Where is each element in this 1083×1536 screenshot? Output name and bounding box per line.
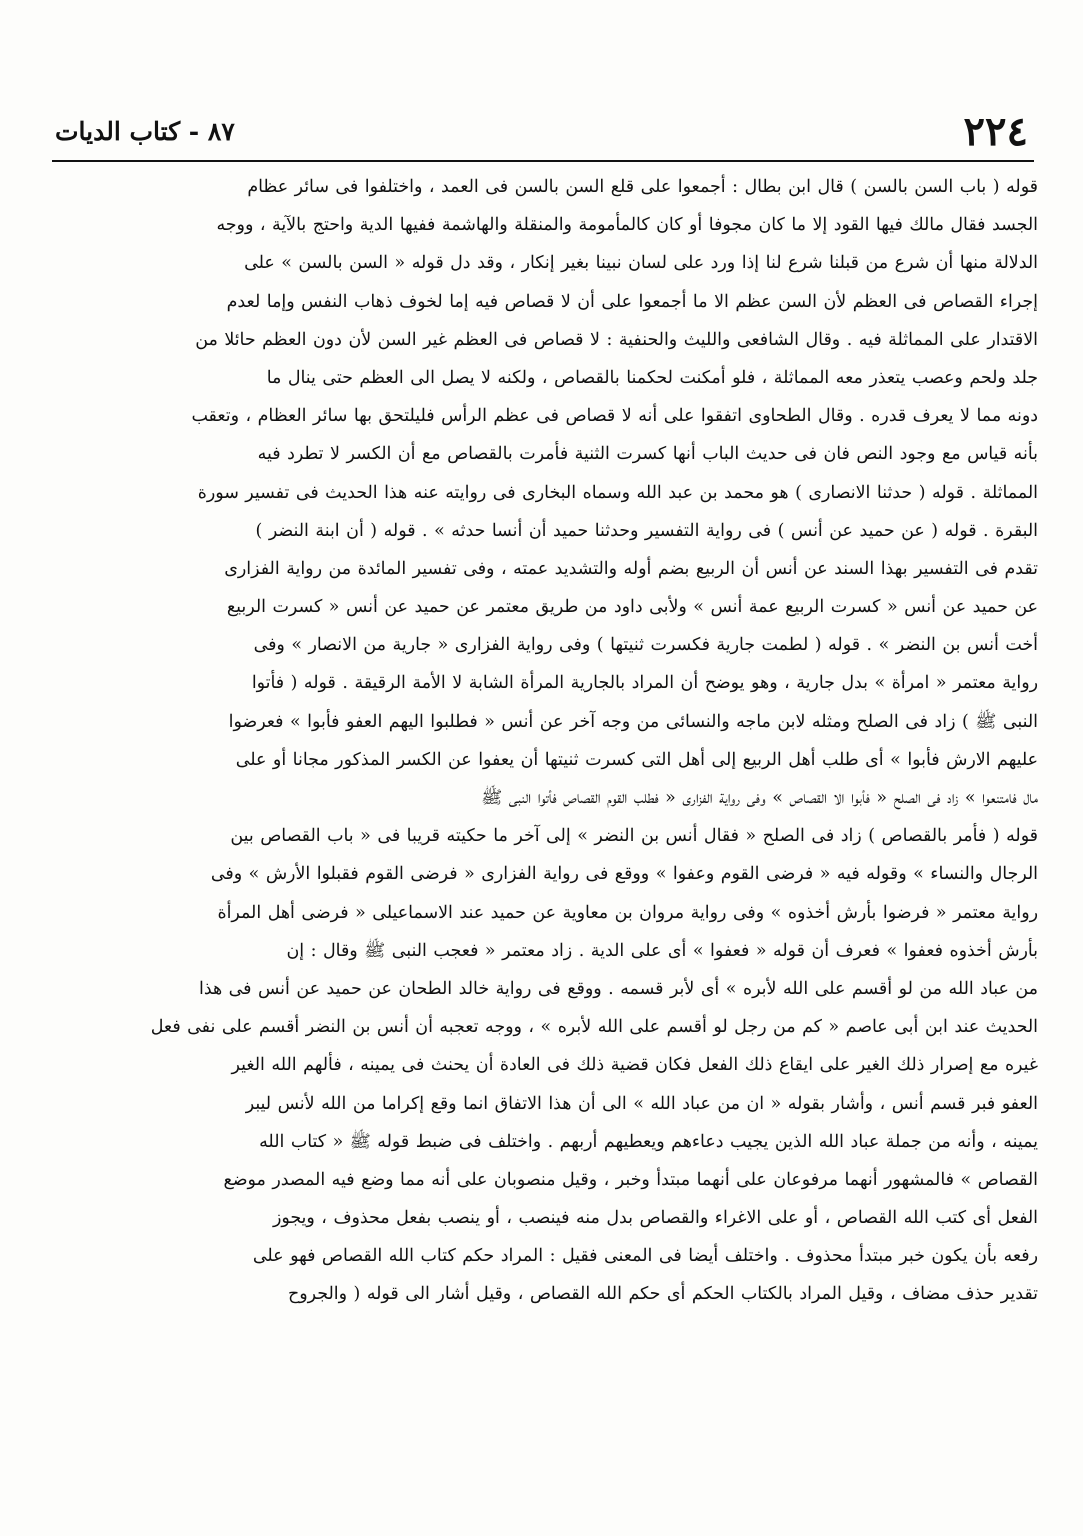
text-line: قوله ( باب السن بالسن ) قال ابن بطال : أجمعوا على قلع السن بالسن فى العمد ، واختلفوا فى سائر عظام	[247, 177, 1038, 197]
text-line: القصاص » فالمشهور أنهما مرفوعان على أنهما مبتدأ وخبر ، وقيل منصوبان على أنه مما وضع فيه المصدر موضع	[223, 1169, 1038, 1190]
text-line: تقدم فى التفسير بهذا السند عن أنس أن الربيع بضم أوله والتشديد عمته ، وفى تفسير المائدة من رواية الفزارى	[224, 558, 1038, 579]
text-line: الدلالة منها أن شرع من قبلنا شرع لنا إذا ورد على لسان نبينا بغير إنكار ، وقد دل قوله « السن بالسن » على	[244, 253, 1038, 274]
text-line: قوله ( فأمر بالقصاص ) زاد فى الصلح « فقال أنس بن النضر » إلى آخر ما حكيته قريبا فى « باب القصاص بين	[230, 826, 1038, 847]
text-line: غيره مع إصرار ذلك الغير على ايقاع ذلك الفعل فكان قضية ذلك فى العادة أن يحنث فى يمينه ، فألهم الله الغير	[231, 1055, 1038, 1076]
text-line: دونه مما لا يعرف قدره . وقال الطحاوى اتفقوا على أنه لا قصاص فى عظم الرأس فليلتحق بها سائر العظام ، وتعقب	[191, 406, 1038, 427]
text-line: النبى ﷺ ) زاد فى الصلح ومثله لابن ماجه والنسائى من وجه آخر عن أنس « فطلبوا اليهم العفو فأبوا » فعرضوا	[228, 711, 1038, 732]
text-line: رواية معتمر « امرأة » بدل جارية ، وهو يوضح أن المراد بالجارية المرأة الشابة لا الأمة الرقيقة . قوله ( فأتوا	[251, 673, 1038, 694]
body-text	[48, 168, 1038, 1314]
text-line: المماثلة . قوله ( حدثنا الانصارى ) هو محمد بن عبد الله وسماه البخارى فى روايته عنه هذا الحديث فى تفسير سورة	[197, 482, 1038, 503]
text-line: رفعه بأن يكون خبر مبتدأ محذوف . واختلف أيضا فى المعنى فقيل : المراد حكم كتاب الله القصاص فهو على	[252, 1246, 1038, 1267]
running-head: ٨٧ - كتاب الديات	[55, 117, 235, 146]
text-line: عن حميد عن أنس « كسرت الربيع عمة أنس » ولأبى داود من طريق معتمر عن حميد عن أنس « كسرت الربيع	[226, 597, 1038, 618]
text-line: الرجال والنساء » وقوله فيه « فرضى القوم وعفوا » ووقع فى رواية الفزارى « فرضى القوم فقبلوا الأرش » وفى	[210, 864, 1038, 885]
text-line: الحديث عند ابن أبى عاصم « كم من رجل لو أقسم على الله لأبره » ، ووجه تعجبه أن أنس بن النضر أقسم على نفى فعل	[150, 1017, 1038, 1038]
text-line: من عباد الله من لو أقسم على الله لأبره » أى لأبر قسمه . ووقع فى رواية خالد الطحان عن حميد عن أنس فى هذا	[199, 978, 1038, 999]
text-line: بأرش أخذوه فعفوا » فعرف أن قوله « فعفوا » أى على الدية . زاد معتمر « فعجب النبى ﷺ وقال : إن	[286, 940, 1038, 961]
text-line: إجراء القصاص فى العظم لأن السن عظم الا ما أجمعوا على أن لا قصاص فيه إما لخوف ذهاب النفس وإما لعدم	[226, 291, 1038, 312]
page-number: ٢٢٤	[963, 108, 1028, 155]
page-header	[55, 108, 1030, 156]
header-divider	[52, 160, 1034, 162]
text-line: الاقتدار على المماثلة فيه . وقال الشافعى والليث والحنفية : لا قصاص فى العظم غير السن لأن دون العظم حائلا من	[195, 329, 1038, 350]
text-line: تقدير حذف مضاف ، وقيل المراد بالكتاب الحكم أى حكم الله القصاص ، وقيل أشار الى قوله ( والجروح	[288, 1284, 1038, 1305]
text-line: يمينه ، وأنه من جملة عباد الله الذين يجيب دعاءهم ويعطيهم أربهم . واختلف فى ضبط قوله ﷺ « كتاب الله	[259, 1131, 1038, 1152]
text-line: الفعل أى كتب الله القصاص ، أو على الاغراء والقصاص بدل منه فينصب ، أو ينصب بفعل محذوف ، ويجوز	[272, 1208, 1038, 1229]
text-line: مال فامتنعوا » زاد فى الصلح « فأبوا الا القصاص » وفى رواية الفزارى « فطلب القوم القصاص فأتوا النبى ﷺ	[481, 788, 1038, 808]
text-line: بأنه قياس مع وجود النص فان فى حديث الباب أنها كسرت الثنية فأمرت بالقصاص مع أن الكسر لا تطرد فيه	[257, 444, 1038, 465]
text-line: البقرة . قوله ( عن حميد عن أنس ) فى رواية التفسير وحدثنا حميد أن أنسا حدثه » . قوله ( أن ابنة النضر )	[255, 520, 1038, 541]
text-line: الجسد فقال مالك فيها القود إلا ما كان مجوفا أو كان كالمأمومة والمنقلة والهاشمة ففيها الدية واحتج بالآية ، ووجه	[216, 215, 1038, 236]
text-line: رواية معتمر « فرضوا بأرش أخذوه » وفى رواية مروان بن معاوية عن حميد عند الاسماعيلى « فرضى أهل المرأة	[217, 902, 1038, 923]
text-line: عليهم الارش فأبوا » أى طلب أهل الربيع إلى أهل التى كسرت ثنيتها أن يعفوا عن الكسر المذكور مجانا أو على	[235, 749, 1038, 770]
text-line: جلد ولحم وعصب يتعذر معه المماثلة ، فلو أمكنت لحكمنا بالقصاص ، ولكنه لا يصل الى العظم حتى ينال ما	[266, 367, 1038, 388]
text-line: العفو فبر قسم أنس ، وأشار بقوله « ان من عباد الله » الى أن هذا الاتفاق انما وقع إكراما من الله لأنس ليبر	[245, 1093, 1038, 1114]
text-line: أخت أنس بن النضر » . قوله ( لطمت جارية فكسرت ثنيتها ) وفى رواية الفزارى « جارية من الانصار » وفى	[253, 635, 1038, 656]
